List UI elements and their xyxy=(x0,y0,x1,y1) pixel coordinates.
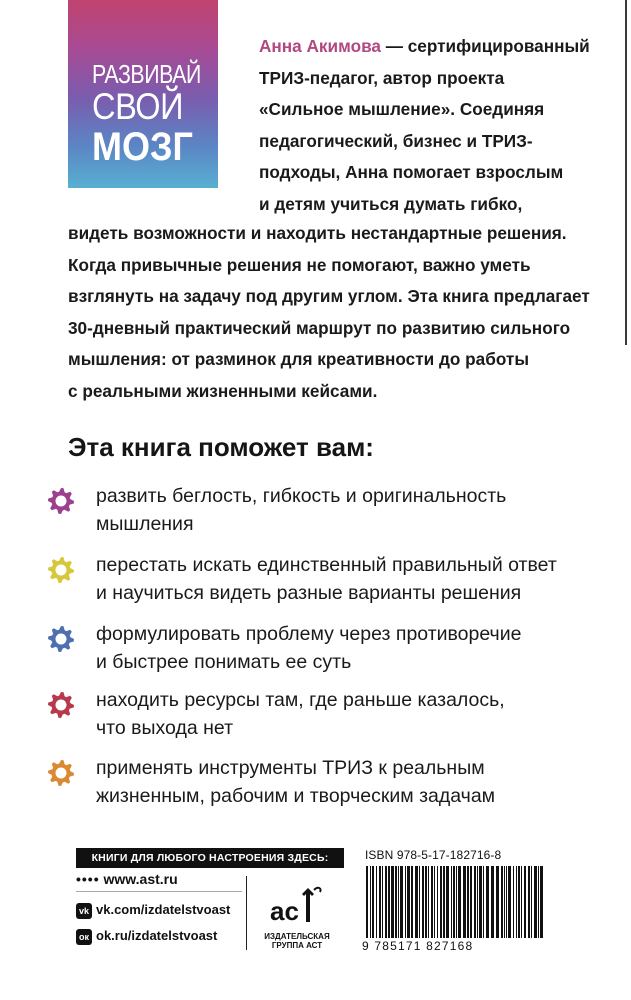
gear-icon xyxy=(44,553,78,587)
svg-text:ac: ac xyxy=(270,896,299,926)
ok-icon: ок xyxy=(76,929,92,945)
benefits-heading: Эта книга поможет вам: xyxy=(68,432,374,462)
desc-line: взглянуть на задачу под другим углом. Эта книга предлагает xyxy=(68,286,590,306)
book-description xyxy=(68,218,590,407)
page-edge-line xyxy=(625,0,627,345)
desc-line: видеть возможности и находить нестандартные решения. xyxy=(68,223,567,243)
bio-line: ТРИЗ-педагог, автор проекта xyxy=(259,67,505,88)
gear-icon xyxy=(44,622,78,656)
isbn: ISBN 978-5-17-182716-8 xyxy=(365,848,502,862)
cover-title-line3: МОЗГ xyxy=(92,125,193,169)
desc-line: с реальными жизненными кейсами. xyxy=(68,380,378,401)
gear-icon xyxy=(44,484,78,518)
publisher-name: ИЗДАТЕЛЬСКАЯ ГРУППА АСТ xyxy=(264,932,330,950)
author-bio-right xyxy=(259,31,590,220)
desc-line: Когда привычные решения не помогают, важно уметь xyxy=(68,254,531,275)
gear-icon xyxy=(44,688,78,722)
divider xyxy=(76,891,242,892)
desc-line: 30-дневный практический маршрут по развитию сильного xyxy=(68,317,571,338)
ok-link[interactable]: ок ok.ru/izdatelstvoast xyxy=(76,926,217,946)
barcode-icon xyxy=(362,866,548,938)
author-name: Анна Акимова xyxy=(259,36,381,56)
bio-line: подходы, Анна помогает взрослым xyxy=(259,162,564,182)
cover-title-line1: РАЗВИВАЙ xyxy=(92,59,201,89)
barcode-number: 9 785171 827168 xyxy=(362,939,474,953)
desc-line: мышления: от разминок для креативности до работы xyxy=(68,349,530,369)
vk-icon: vk xyxy=(76,903,92,919)
cover-title-line2: СВОЙ xyxy=(92,86,184,127)
bio-line: «Сильное мышление». Соединяя xyxy=(259,99,545,119)
bio-line: педагогический, бизнес и ТРИЗ- xyxy=(259,130,533,151)
gear-icon xyxy=(44,756,78,790)
bio-line: Анна Акимова — сертифицированный xyxy=(259,36,590,56)
footer-tagline: КНИГИ ДЛЯ ЛЮБОГО НАСТРОЕНИЯ ЗДЕСЬ: xyxy=(76,848,344,868)
dots-decoration: •••• xyxy=(76,871,100,887)
cover-thumbnail xyxy=(68,0,218,188)
website-link[interactable]: •••• www.ast.ru xyxy=(76,871,178,887)
divider xyxy=(246,876,247,950)
vk-link[interactable]: vk vk.com/izdatelstvoast xyxy=(76,900,230,920)
bio-line: и детям учиться думать гибко, xyxy=(259,193,523,214)
